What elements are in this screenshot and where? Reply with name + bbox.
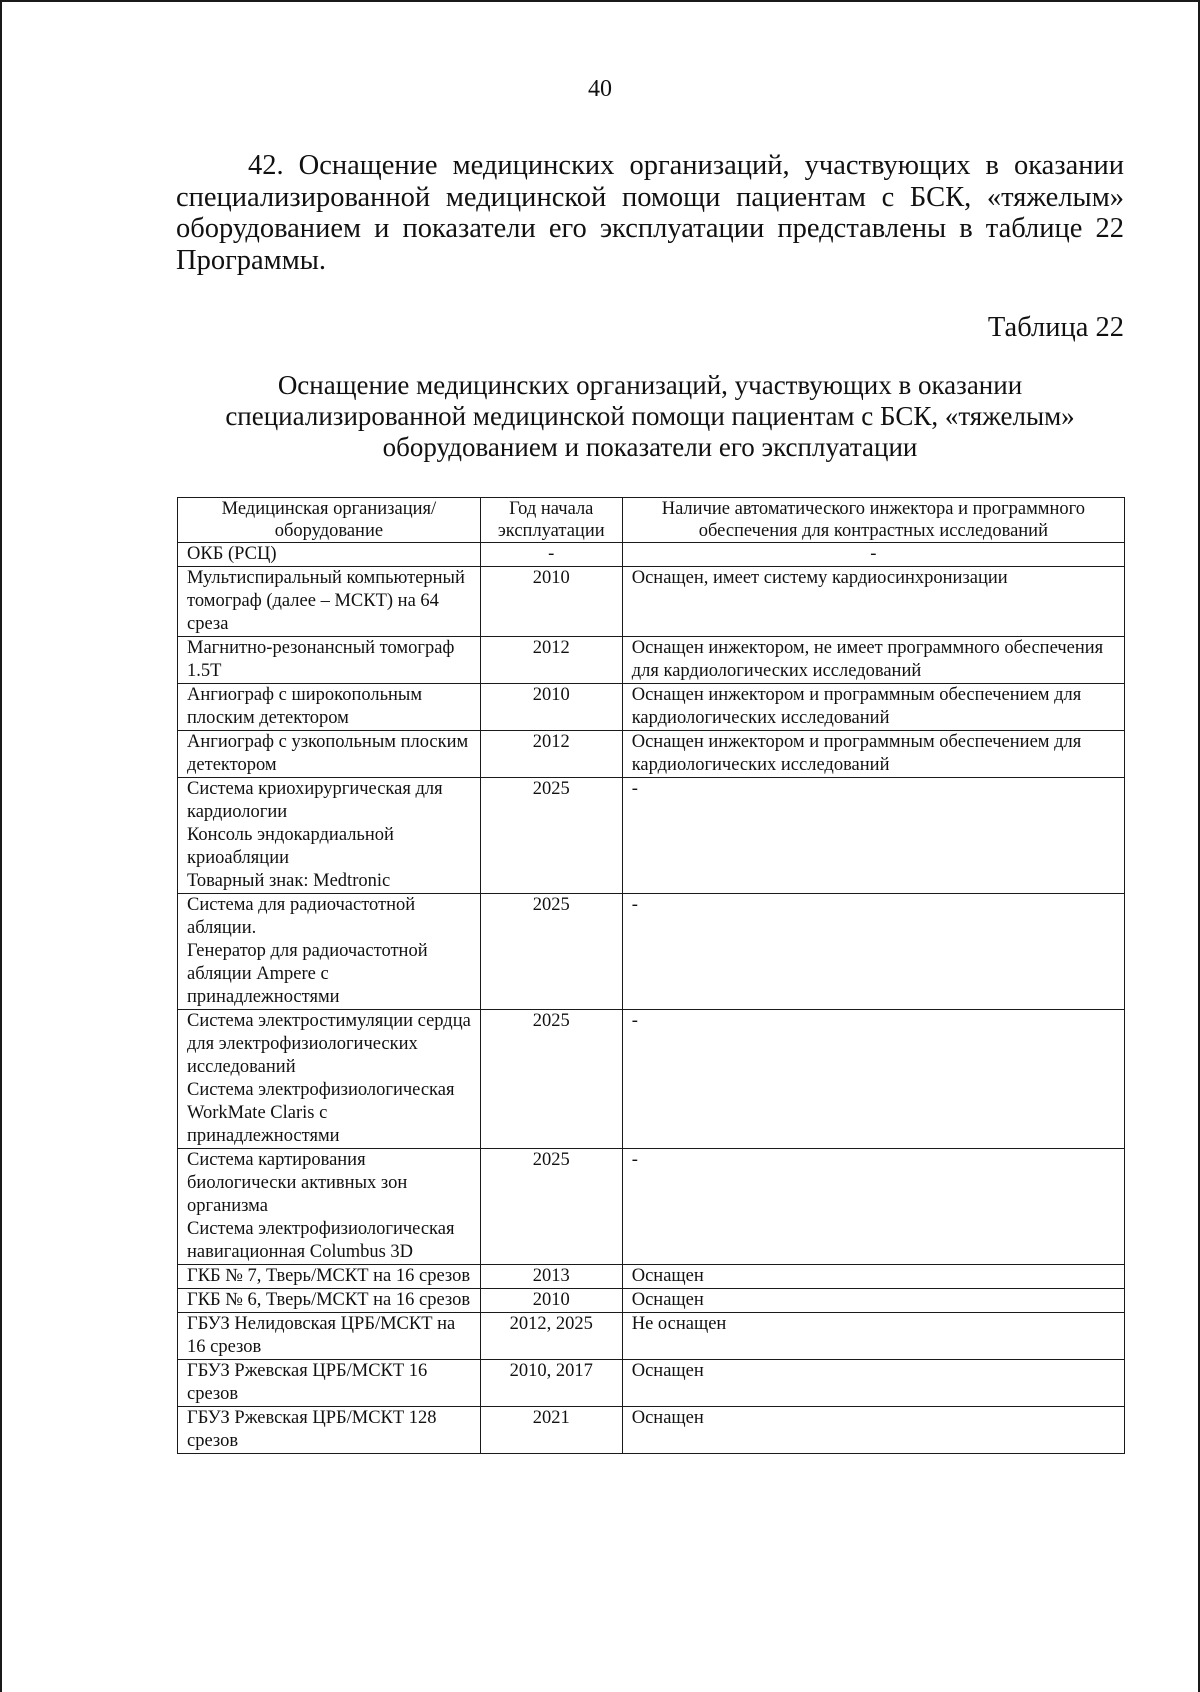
cell-year: 2010 bbox=[480, 567, 622, 637]
table-row bbox=[178, 543, 1125, 567]
cell-year: 2012 bbox=[480, 637, 622, 684]
cell-year: 2025 bbox=[480, 1010, 622, 1149]
cell-organization: ГБУЗ Ржевская ЦРБ/МСКТ 128 срезов bbox=[178, 1407, 481, 1454]
cell-injector: - bbox=[622, 1149, 1124, 1265]
equipment-table bbox=[177, 497, 1125, 1454]
scan-border-top bbox=[0, 0, 1200, 2]
table-row bbox=[178, 1360, 1125, 1407]
cell-year: 2013 bbox=[480, 1265, 622, 1289]
table-row bbox=[178, 637, 1125, 684]
cell-year: 2010 bbox=[480, 1289, 622, 1313]
header-organization: Медицинская организация/ оборудование bbox=[178, 498, 481, 543]
table-title-line: оборудованием и показатели его эксплуатации bbox=[382, 432, 918, 462]
cell-injector: - bbox=[622, 1010, 1124, 1149]
cell-organization: Система для радиочастотной абляции. Генератор для радиочастотной абляции Ampere с принадлежностями bbox=[178, 894, 481, 1010]
table-title-line: специализированной медицинской помощи пациентам с БСК, «тяжелым» bbox=[225, 401, 1075, 431]
cell-year: 2021 bbox=[480, 1407, 622, 1454]
table-row bbox=[178, 778, 1125, 894]
table-body bbox=[178, 543, 1125, 1454]
cell-organization: ОКБ (РСЦ) bbox=[178, 543, 481, 567]
header-year: Год начала эксплуатации bbox=[480, 498, 622, 543]
cell-injector: Оснащен bbox=[622, 1407, 1124, 1454]
cell-year: 2025 bbox=[480, 1149, 622, 1265]
table-row bbox=[178, 1265, 1125, 1289]
cell-injector: Оснащен bbox=[622, 1360, 1124, 1407]
cell-year: 2010, 2017 bbox=[480, 1360, 622, 1407]
cell-injector: - bbox=[622, 543, 1124, 567]
table-row bbox=[178, 1149, 1125, 1265]
cell-organization: ГКБ № 7, Тверь/МСКТ на 16 срезов bbox=[178, 1265, 481, 1289]
cell-injector: Оснащен инжектором, не имеет программного обеспечения для кардиологических исследований bbox=[622, 637, 1124, 684]
page-number: 40 bbox=[588, 76, 612, 102]
cell-year: 2012, 2025 bbox=[480, 1313, 622, 1360]
cell-year: - bbox=[480, 543, 622, 567]
cell-year: 2025 bbox=[480, 778, 622, 894]
cell-year: 2010 bbox=[480, 684, 622, 731]
header-injector: Наличие автоматического инжектора и программного обеспечения для контрастных исследований bbox=[622, 498, 1124, 543]
cell-organization: Ангиограф с узкопольным плоским детектором bbox=[178, 731, 481, 778]
cell-organization: Система электростимуляции сердца для электрофизиологических исследований Система электрофизиологическая WorkMate Claris с принадлежностями bbox=[178, 1010, 481, 1149]
table-title bbox=[176, 370, 1124, 463]
cell-injector: Оснащен bbox=[622, 1289, 1124, 1313]
cell-year: 2025 bbox=[480, 894, 622, 1010]
table-row bbox=[178, 731, 1125, 778]
table-row bbox=[178, 1010, 1125, 1149]
cell-injector: Оснащен инжектором и программным обеспечением для кардиологических исследований bbox=[622, 731, 1124, 778]
table-row bbox=[178, 1313, 1125, 1360]
table-row bbox=[178, 684, 1125, 731]
table-caption: Таблица 22 bbox=[987, 312, 1124, 343]
cell-year: 2012 bbox=[480, 731, 622, 778]
cell-organization: Мультиспиральный компьютерный томограф (далее – МСКТ) на 64 среза bbox=[178, 567, 481, 637]
table-title-line: Оснащение медицинских организаций, участвующих в оказании bbox=[277, 370, 1023, 400]
table-row bbox=[178, 894, 1125, 1010]
table-row bbox=[178, 1407, 1125, 1454]
cell-injector: - bbox=[622, 778, 1124, 894]
cell-organization: ГБУЗ Нелидовская ЦРБ/МСКТ на 16 срезов bbox=[178, 1313, 481, 1360]
table-row bbox=[178, 1289, 1125, 1313]
cell-injector: Оснащен bbox=[622, 1265, 1124, 1289]
cell-injector: Оснащен, имеет систему кардиосинхронизации bbox=[622, 567, 1124, 637]
scan-border-left bbox=[0, 0, 2, 1692]
cell-organization: ГКБ № 6, Тверь/МСКТ на 16 срезов bbox=[178, 1289, 481, 1313]
cell-injector: - bbox=[622, 894, 1124, 1010]
cell-organization: ГБУЗ Ржевская ЦРБ/МСКТ 16 срезов bbox=[178, 1360, 481, 1407]
intro-paragraph: 42. Оснащение медицинских организаций, участвующих в оказании специализированной медицинской помощи пациентам с БСК, «тяжелым» оборудованием и показатели его эксплуатации представлены в таблице 22 Программы. bbox=[176, 150, 1124, 276]
cell-organization: Система картирования биологически активных зон организма Система электрофизиологическая навигационная Columbus 3D bbox=[178, 1149, 481, 1265]
cell-organization: Магнитно-резонансный томограф 1.5Т bbox=[178, 637, 481, 684]
cell-organization: Система криохирургическая для кардиологии Консоль эндокардиальной криоабляции Товарный знак: Medtronic bbox=[178, 778, 481, 894]
table-row bbox=[178, 567, 1125, 637]
cell-injector: Оснащен инжектором и программным обеспечением для кардиологических исследований bbox=[622, 684, 1124, 731]
cell-organization: Ангиограф с широкопольным плоским детектором bbox=[178, 684, 481, 731]
table-header-row bbox=[178, 498, 1125, 543]
cell-injector: Не оснащен bbox=[622, 1313, 1124, 1360]
